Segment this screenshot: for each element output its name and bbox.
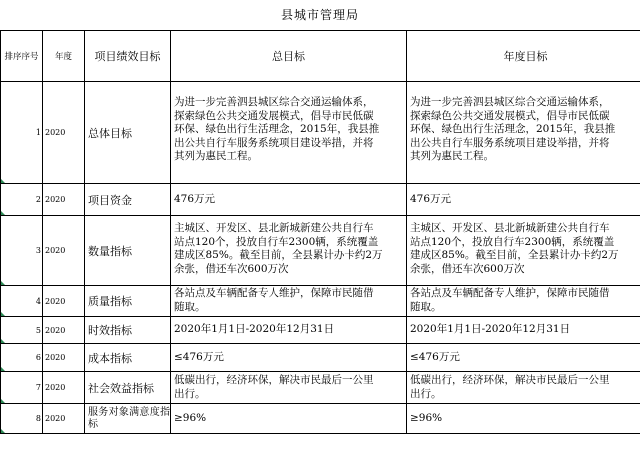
table-row bbox=[1, 372, 640, 404]
cell-marker-icon bbox=[1, 211, 5, 215]
row-index-cell bbox=[1, 317, 43, 344]
table-row bbox=[1, 184, 640, 216]
cell-marker-icon bbox=[1, 281, 5, 285]
row-year: 2020 bbox=[43, 317, 85, 344]
header-annual: 年度目标 bbox=[407, 31, 640, 82]
row-name: 数量指标 bbox=[85, 216, 171, 286]
row-annual: 低碳出行，经济环保，解决市民最后一公里 出行。 bbox=[407, 372, 640, 404]
table-row bbox=[1, 82, 640, 184]
cell-marker-icon bbox=[1, 179, 5, 183]
row-name: 成本指标 bbox=[85, 344, 171, 372]
table-row bbox=[1, 286, 640, 317]
row-year: 2020 bbox=[43, 184, 85, 216]
row-annual: 476万元 bbox=[407, 184, 640, 216]
table-header-row bbox=[1, 31, 640, 82]
table-row bbox=[1, 344, 640, 372]
row-index: 1 bbox=[35, 128, 41, 137]
row-index: 3 bbox=[35, 246, 41, 255]
header-seq: 排序序号 bbox=[1, 31, 43, 82]
row-overall: 为进一步完善泗县城区综合交通运输体系， 探索绿色公共交通发展模式，倡导市民低碳 环保、绿色出行生活理念，2015年，我县推 出公共自行车服务系统项目建设举措，并将 其列为惠民工程。 bbox=[171, 82, 407, 184]
row-name: 社会效益指标 bbox=[85, 372, 171, 404]
row-name: 服务对象满意度指标 bbox=[85, 404, 171, 434]
row-year: 2020 bbox=[43, 286, 85, 317]
performance-table bbox=[0, 30, 640, 434]
row-index-cell bbox=[1, 184, 43, 216]
row-index: 4 bbox=[35, 296, 41, 306]
row-year: 2020 bbox=[43, 404, 85, 434]
row-index: 6 bbox=[35, 353, 41, 362]
row-annual: 2020年1月1日-2020年12月31日 bbox=[407, 317, 640, 344]
row-overall: 476万元 bbox=[171, 184, 407, 216]
row-annual: ≤476万元 bbox=[407, 344, 640, 372]
row-index: 5 bbox=[35, 325, 41, 335]
header-overall: 总目标 bbox=[171, 31, 407, 82]
row-index-cell bbox=[1, 216, 43, 286]
row-overall: 主城区、开发区、县北新城新建公共自行车 站点120个，投放自行车2300辆，系统覆盖 建成区85%。截至目前，全县累计办卡约2万 余张，借还车次600万次 bbox=[171, 216, 407, 286]
row-index: 2 bbox=[35, 195, 41, 204]
row-name: 项目资金 bbox=[85, 184, 171, 216]
row-annual: ≥96% bbox=[407, 404, 640, 434]
cell-marker-icon bbox=[1, 429, 5, 433]
row-index-cell bbox=[1, 344, 43, 372]
row-index-cell bbox=[1, 404, 43, 434]
row-index-cell bbox=[1, 286, 43, 317]
table-row bbox=[1, 216, 640, 286]
document-title: 县城市管理局 bbox=[280, 8, 359, 22]
row-index: 7 bbox=[35, 383, 41, 392]
row-annual: 各站点及车辆配备专人维护，保障市民随借 随取。 bbox=[407, 286, 640, 317]
row-overall: 低碳出行，经济环保，解决市民最后一公里 出行。 bbox=[171, 372, 407, 404]
header-item: 项目绩效目标 bbox=[85, 31, 171, 82]
row-overall: ≤476万元 bbox=[171, 344, 407, 372]
row-year: 2020 bbox=[43, 372, 85, 404]
row-annual: 主城区、开发区、县北新城新建公共自行车 站点120个，投放自行车2300辆，系统覆盖 建成区85%。截至目前，全县累计办卡约2万 余张，借还车次600万次 bbox=[407, 216, 640, 286]
row-overall: ≥96% bbox=[171, 404, 407, 434]
row-index-cell bbox=[1, 372, 43, 404]
row-name: 质量指标 bbox=[85, 286, 171, 317]
row-annual: 为进一步完善泗县城区综合交通运输体系， 探索绿色公共交通发展模式，倡导市民低碳 环保、绿色出行生活理念，2015年，我县推 出公共自行车服务系统项目建设举措，并将 其列为惠民工程。 bbox=[407, 82, 640, 184]
row-year: 2020 bbox=[43, 216, 85, 286]
cell-marker-icon bbox=[1, 367, 5, 371]
row-index: 8 bbox=[35, 414, 41, 423]
cell-marker-icon bbox=[1, 399, 5, 403]
row-year: 2020 bbox=[43, 82, 85, 184]
row-name: 时效指标 bbox=[85, 317, 171, 344]
row-index-cell bbox=[1, 82, 43, 184]
row-year: 2020 bbox=[43, 344, 85, 372]
table-row bbox=[1, 317, 640, 344]
row-overall: 2020年1月1日-2020年12月31日 bbox=[171, 317, 407, 344]
header-year: 年度 bbox=[43, 31, 85, 82]
row-overall: 各站点及车辆配备专人维护，保障市民随借 随取。 bbox=[171, 286, 407, 317]
cell-marker-icon bbox=[1, 339, 5, 343]
row-name: 总体目标 bbox=[85, 82, 171, 184]
cell-marker-icon bbox=[1, 312, 5, 316]
table-row bbox=[1, 404, 640, 434]
